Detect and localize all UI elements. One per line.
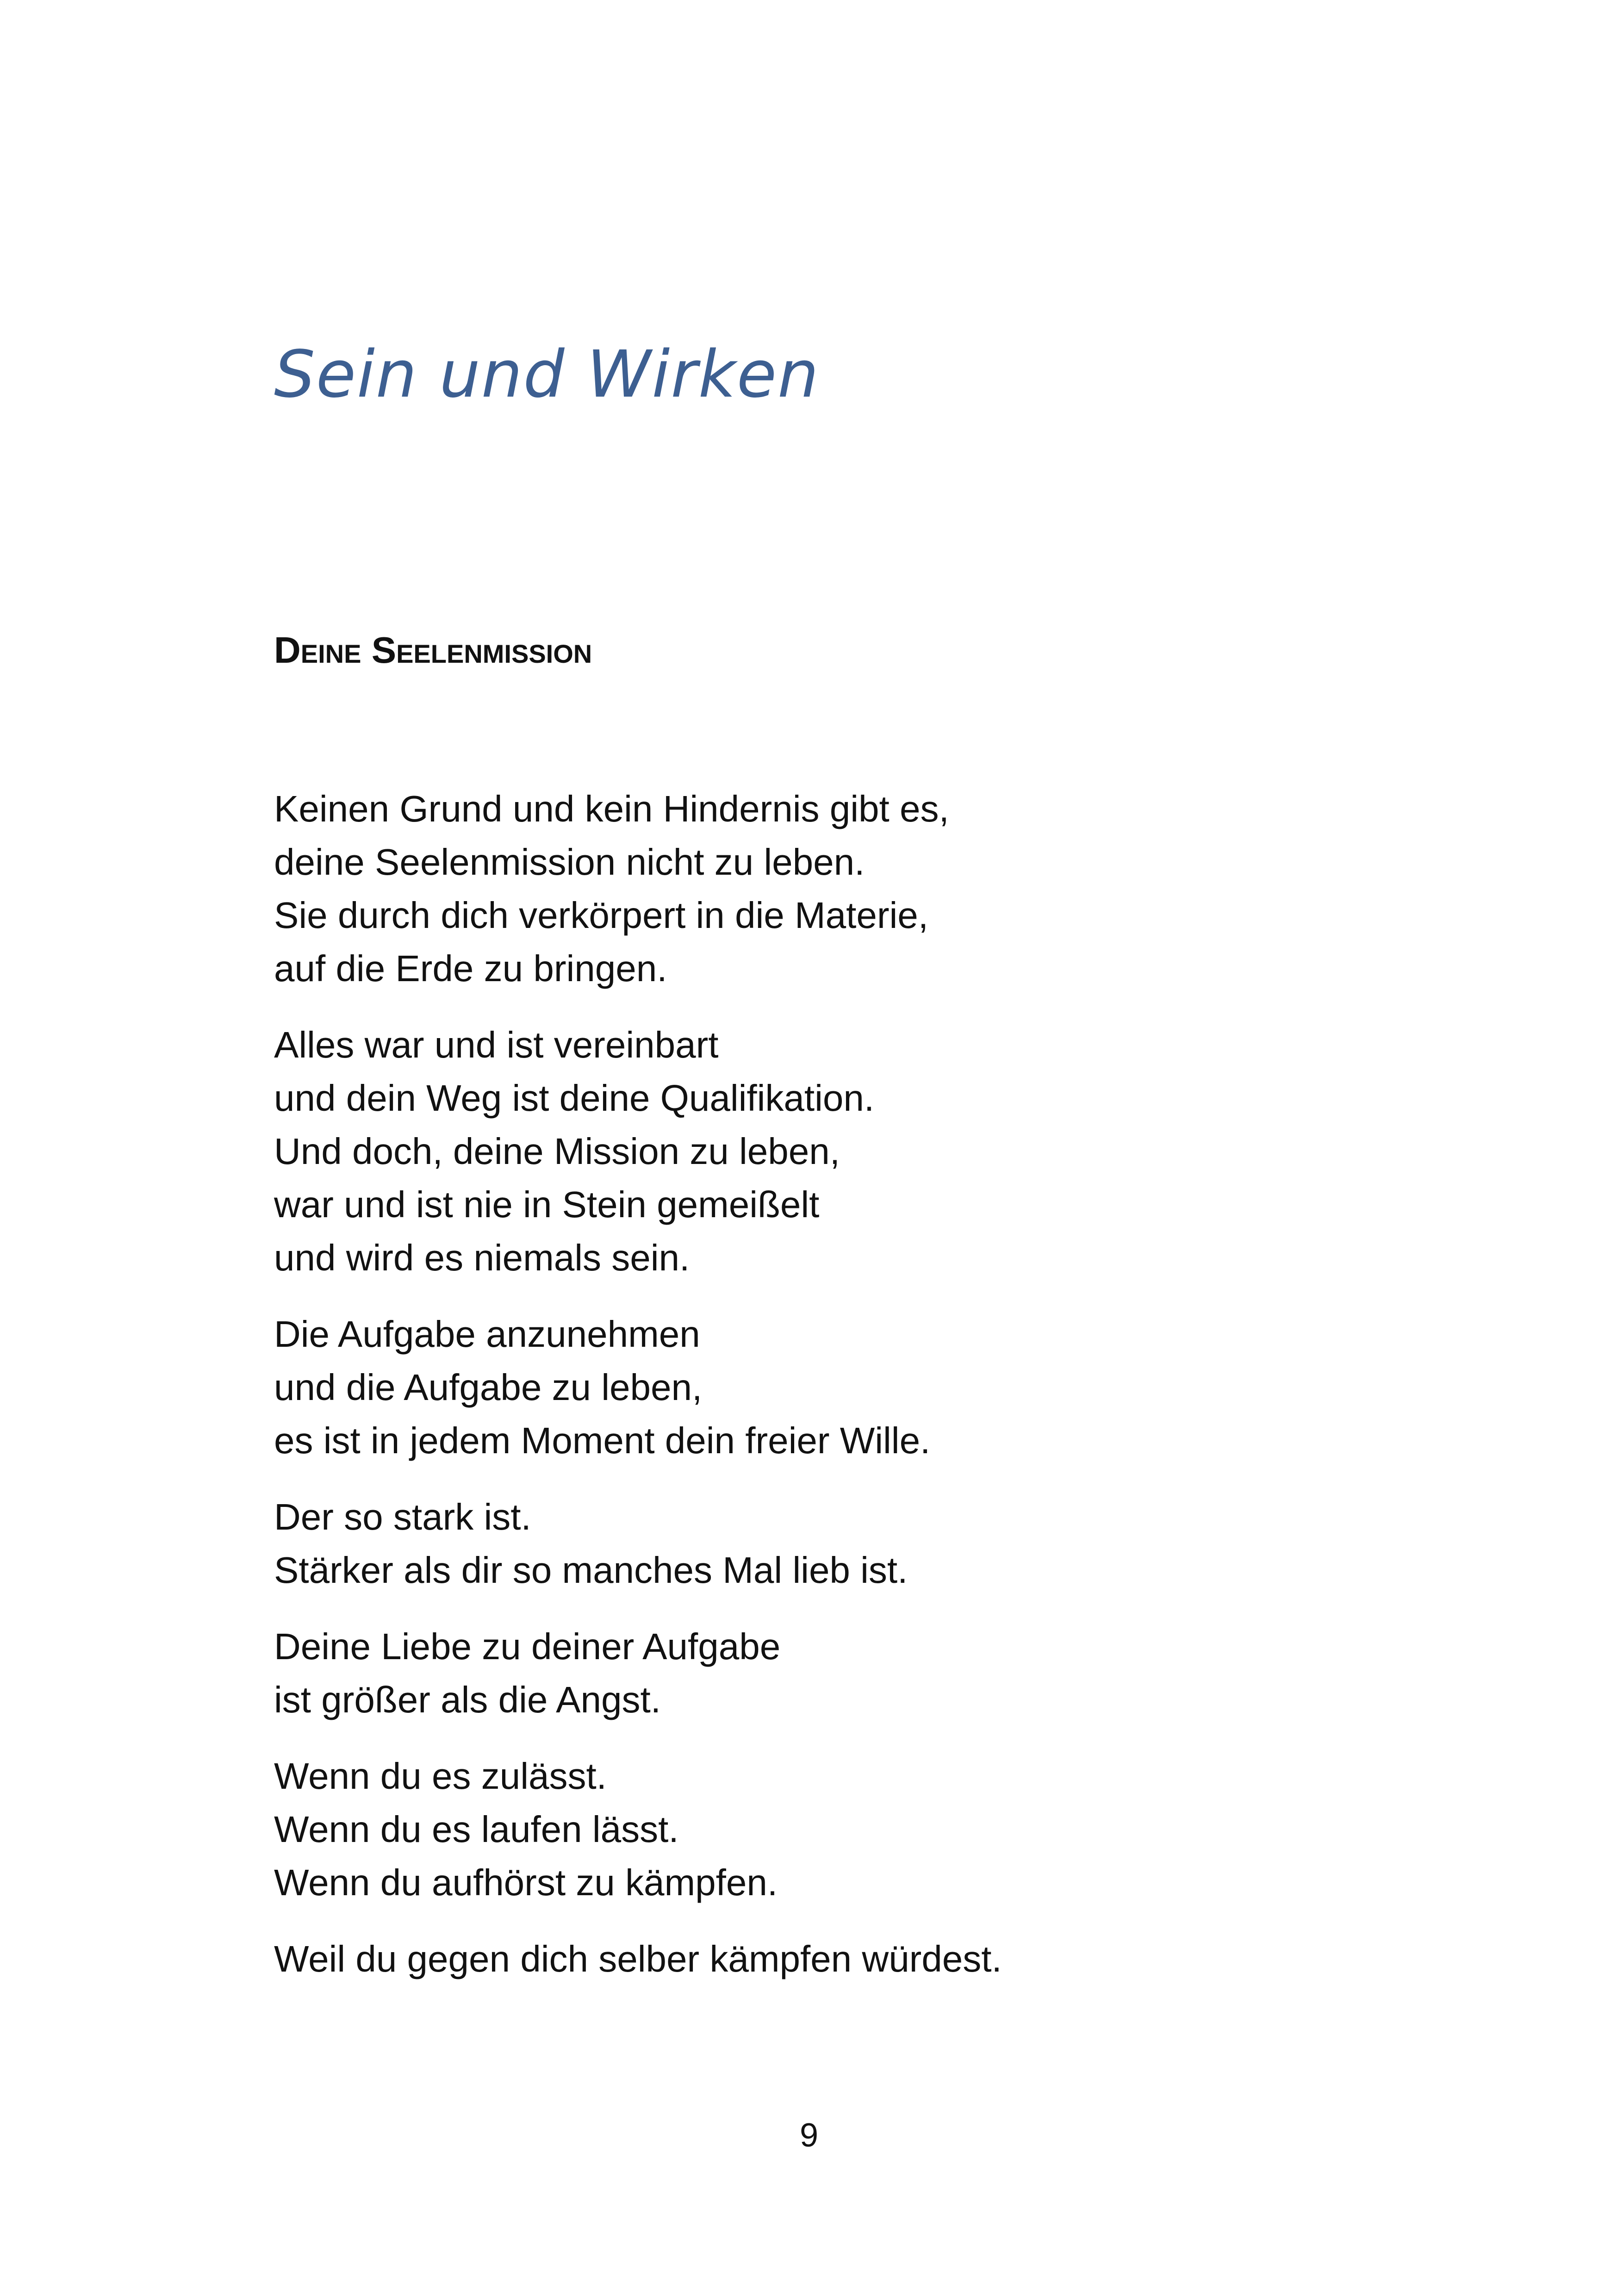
poem-title: Deine Seelenmission: [274, 629, 592, 671]
poem-line: Keinen Grund und kein Hindernis gibt es,: [274, 788, 949, 829]
poem-line: ist größer als die Angst.: [274, 1679, 661, 1720]
poem-line: Stärker als dir so manches Mal lieb ist.: [274, 1549, 908, 1591]
poem-line: Die Aufgabe anzunehmen: [274, 1313, 700, 1355]
poem-line: Wenn du aufhörst zu kämpfen.: [274, 1862, 778, 1903]
stanza: [274, 1749, 1431, 1909]
poem-line: Alles war und ist vereinbart: [274, 1024, 719, 1065]
poem-line: Und doch, deine Mission zu leben,: [274, 1131, 840, 1172]
stanza: [274, 1620, 1431, 1726]
poem-line: Deine Liebe zu deiner Aufgabe: [274, 1626, 781, 1667]
poem-line: Wenn du es zulässt.: [274, 1755, 607, 1797]
poem-line: und dein Weg ist deine Qualifikation.: [274, 1077, 875, 1119]
poem-line: Der so stark ist.: [274, 1496, 531, 1537]
stanza: [274, 1490, 1431, 1597]
poem-line: deine Seelenmission nicht zu leben.: [274, 841, 865, 883]
poem-line: und die Aufgabe zu leben,: [274, 1367, 703, 1408]
poem-line: Weil du gegen dich selber kämpfen würdest.: [274, 1938, 1002, 1979]
poem-line: auf die Erde zu bringen.: [274, 948, 667, 989]
poem-line: Wenn du es laufen lässt.: [274, 1809, 679, 1850]
page-number: 9: [799, 2117, 819, 2154]
poem-line: war und ist nie in Stein gemeißelt: [274, 1184, 820, 1225]
poem-line: es ist in jedem Moment dein freier Wille.: [274, 1420, 931, 1461]
stanza: [274, 1932, 1431, 1985]
chapter-title: Sein und Wirken: [274, 337, 820, 412]
stanza: [274, 1018, 1431, 1284]
poem-line: und wird es niemals sein.: [274, 1237, 690, 1278]
stanza: [274, 1307, 1431, 1467]
poem-line: Sie durch dich verkörpert in die Materie,: [274, 895, 928, 936]
poem-body: [274, 782, 1431, 2009]
stanza: [274, 782, 1431, 995]
